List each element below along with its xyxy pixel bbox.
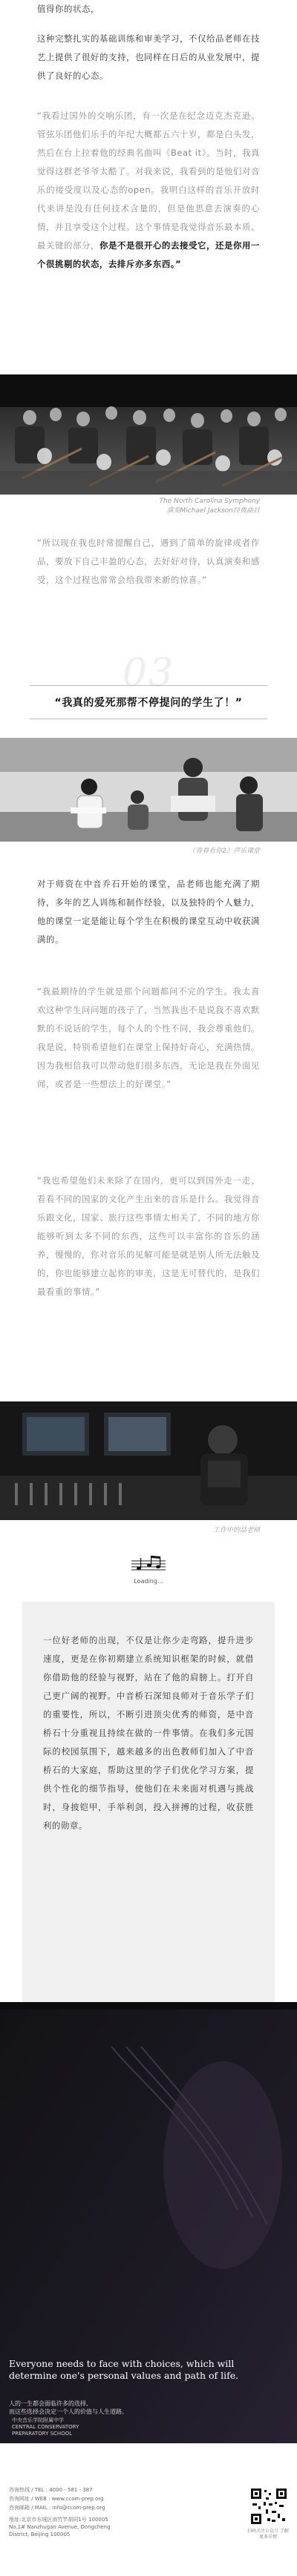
footer-mail[interactable]: 咨询邮箱 / MAIL : info@ccom-prep.org	[9, 2505, 105, 2511]
intro-quote: “我看过国外的交响乐团，有一次是在纪念迈克杰克逊。管弦乐团他们乐手的年纪大概都五六十岁，都是白头发，然后在台上拉着他的经典名曲叫《Beat it》。当时，我真觉得这群老爷爷太酷了。对我来说，我看到的是他们对音乐的接受度以及心态的open。我明白这样的音乐开放时代来讲是没有任何技术含量的，但是他思意去演奏的心情，并且享受这个过程。这个事情是我觉得音乐最本质、最关键的部分，	[37, 110, 260, 251]
studio-photo	[0, 1401, 297, 1520]
intro-quote-bold: 你是不是很开心的去接受它，还是你用一个很挑剔的状态，去排斥亦多东西。”	[37, 240, 260, 269]
logo-line-3: PREPARATORY SCHOOL	[12, 2431, 73, 2437]
intro-paragraph-1: 这种完整扎实的基础训练和审美学习，不仅给品老师在技艺上提供了很好的支持，也同样在日后的从业发展中，提供了良好的心态。	[37, 33, 260, 81]
classroom-photo	[0, 738, 297, 842]
studio-photo-caption: 工作中的品老师	[212, 1527, 260, 1534]
banner-subtext	[9, 2400, 128, 2416]
logo-line-1: 中央音乐学院附属中学	[12, 2417, 64, 2423]
banner-sub-line-1: 人的一生都会面临许多的选择,	[9, 2400, 88, 2407]
classroom-quote-2: “我也希望他们未来除了在国内，更可以到国外走一走，看看不同的国家的文化产生出来的音乐是什么。我觉得音乐跟文化，国家、旅行这些事情太相关了，不同的地方你能够听到太多不同的东西，这些可以丰富你的音乐的涵养，慢慢的，你对音乐的见解可能是就是别人所无法触及的，你也能够建立起你的审美，这是无可替代的，是我们最看重的事情。”	[37, 1175, 260, 1297]
classroom-photo-caption: 《青春有你2》声乐课堂	[189, 848, 260, 855]
music-notes-icon	[130, 1553, 167, 1576]
qr-code[interactable]	[249, 2487, 288, 2526]
summary-card	[22, 1602, 275, 2002]
section-title: “我真的爱死那帮不停提问的学生了！”	[30, 685, 267, 719]
banner-headline: Everyone needs to face with choices, which will determine one's personal values and path of life.	[9, 2358, 239, 2381]
caption-line-2: 演奏Michael Jackson经典曲目	[166, 507, 260, 515]
intro-paragraph-3: “所以现在我也时常提醒自己，遇到了简单的旋律或者作品，要放下自己丰盈的心态，去好好对待，认真演奏和感受，这个过程也常常会给我带来新的惊喜。”	[37, 538, 260, 585]
banner-text-area	[0, 2443, 297, 2477]
qr-code-label: 扫码关注公众号 了解更多详情	[247, 2529, 289, 2540]
qr-code-icon	[249, 2487, 288, 2526]
footer-tel: 咨询热线 / TEL : 4000 - 581 - 387	[9, 2487, 93, 2493]
intro-fragment: 值得你的状态，	[37, 4, 99, 14]
footer-address-3: District, Beijing 100005	[9, 2532, 71, 2537]
caption-line-1: The North Carolina Symphony	[159, 498, 260, 505]
summary-text: 一位好老师的出现，不仅是让你少走弯路，提升进步速度，更是在你初期建立系统知识框架的时候，就借你借助他的经验与视野，站在了他的肩膀上。打开自己更广阔的视野。中音桥石深知良师对于音乐学子们的重要性，所以，不断引进顶尖优秀的师资，是中音桥石十分重视且持续在做的一件事情。在我们多元国际的校园氛围下，越来越多的出色教师们加入了中音桥石的大家庭，帮助这里的学子们优化学习方案，提供个性化的细节指导，使他们在未来面对机遇与挑战时，身披铠甲，手举利剑，投入拼搏的过程，收获胜利的勋章。	[43, 1635, 254, 1831]
logo-line-2: CENTRAL CONSERVATORY	[12, 2424, 79, 2430]
section-number: 03	[122, 651, 175, 696]
classroom-paragraph: 对于师资在中音乔石开始的课堂，品老师也能充满了期待，多年的艺人训练和制作经验，以及独特的个人魅力，他的课堂一定是能让每个学生在积极的课堂互动中收获满满的。	[37, 879, 260, 945]
orchestra-photo	[0, 374, 297, 495]
banner-sub-line-2: 而这些选择会决定一个人的价值与人生道路。	[9, 2408, 128, 2415]
footer	[0, 2477, 297, 2576]
classroom-quote-1: “我最期待的学生就是那个问题都问不完的学生。我太喜欢这种学生问问题的孩子了，当然我也不是说我不喜欢默默的不说话的学生，每个人的个性不同，我会尊重他们。我是说，特别希望他们在课堂上保持好奇心，充满热情。因为我相信我可以带动他们很多东西，无论是我在外面见闻，或者是一些想法上的好课堂。”	[37, 986, 260, 1089]
loading-label: Loading...	[134, 1578, 163, 1585]
intro-paragraph-2	[37, 107, 260, 274]
footer-address-2: No.1# Nanzhugan Avenue, Dongcheng	[9, 2524, 111, 2530]
school-logo-text	[12, 2417, 160, 2437]
footer-address-1: 地址:北京市东城区南竹竿胡同1号 100005	[9, 2517, 108, 2523]
footer-web[interactable]: 咨询网址 / WEB : www.ccom-prep.org	[9, 2496, 104, 2502]
orchestra-photo-caption	[160, 497, 260, 516]
